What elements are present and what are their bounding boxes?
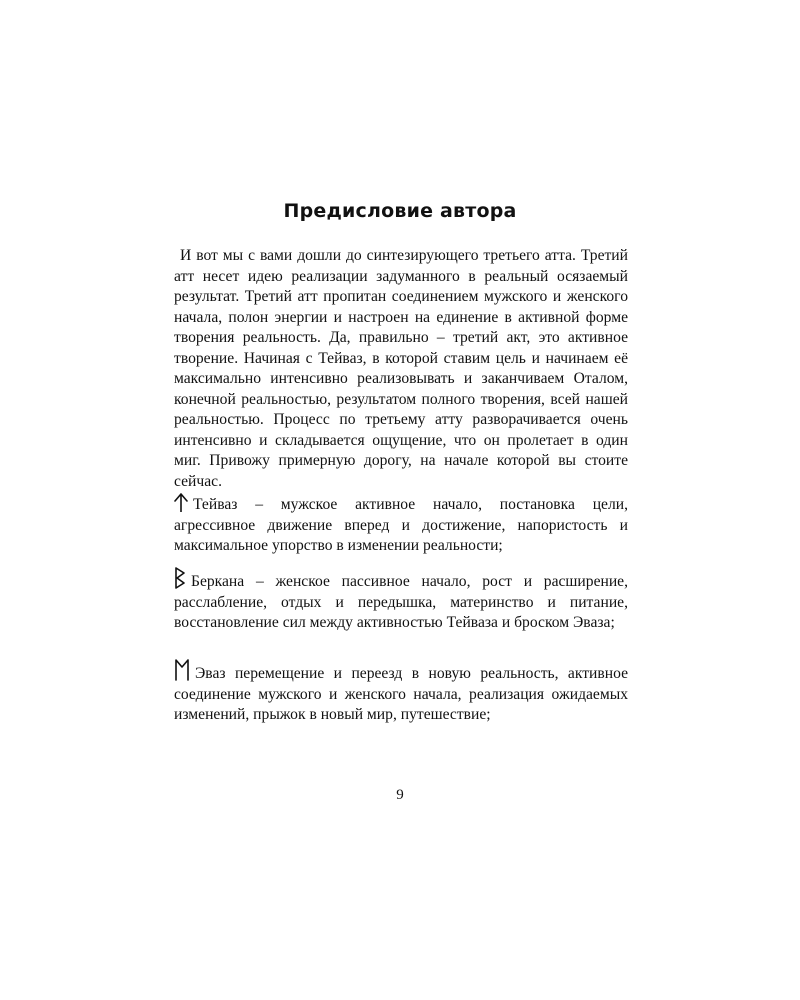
ehwaz-text: Эваз перемещение и переезд в новую реальность, активное соединение мужского и женского начала, реализация ожидаемых изменений, прыжок в новый мир, путешествие; xyxy=(174,665,628,723)
teiwaz-rune-icon xyxy=(174,492,188,512)
page-title: Предисловие автора xyxy=(283,200,517,222)
berkana-rune-icon xyxy=(174,567,186,589)
teiwaz-text: Тейваз – мужское активное начало, постановка цели, агрессивное движение вперед и достижение, напористость и максимальное упорство в изменении реальности; xyxy=(174,496,628,554)
ehwaz-paragraph xyxy=(174,659,628,726)
ehwaz-rune-icon xyxy=(174,659,190,681)
teiwaz-paragraph xyxy=(174,492,628,557)
berkana-paragraph xyxy=(174,567,628,634)
intro-paragraph: И вот мы с вами дошли до синтезирующего третьего атта. Третий атт несет идею реализации задуманного в реальный осязаемый результат. Третий атт пропитан соединением мужского и женского начала, полон энергии и настроен на единение в активной форме творения реальность. Да, правильно – третий акт, это активное творение. Начиная с Тейваз, в которой ставим цель и начинаем её максимально интенсивно реализовывать и заканчиваем Оталом, конечной реальностью, результатом полного творения, всей нашей реальностью. Процесс по третьему атту разворачивается очень интенсивно и складывается ощущение, что он пролетает в один миг. Привожу примерную дорогу, на начале которой вы стоите сейчас. xyxy=(174,247,628,490)
berkana-text: Беркана – женское пассивное начало, рост и расширение, расслабление, отдых и передышка, материнство и питание, восстановление сил между активностью Тейваза и броском Эваза; xyxy=(174,573,628,631)
page-number: 9 xyxy=(396,787,404,803)
